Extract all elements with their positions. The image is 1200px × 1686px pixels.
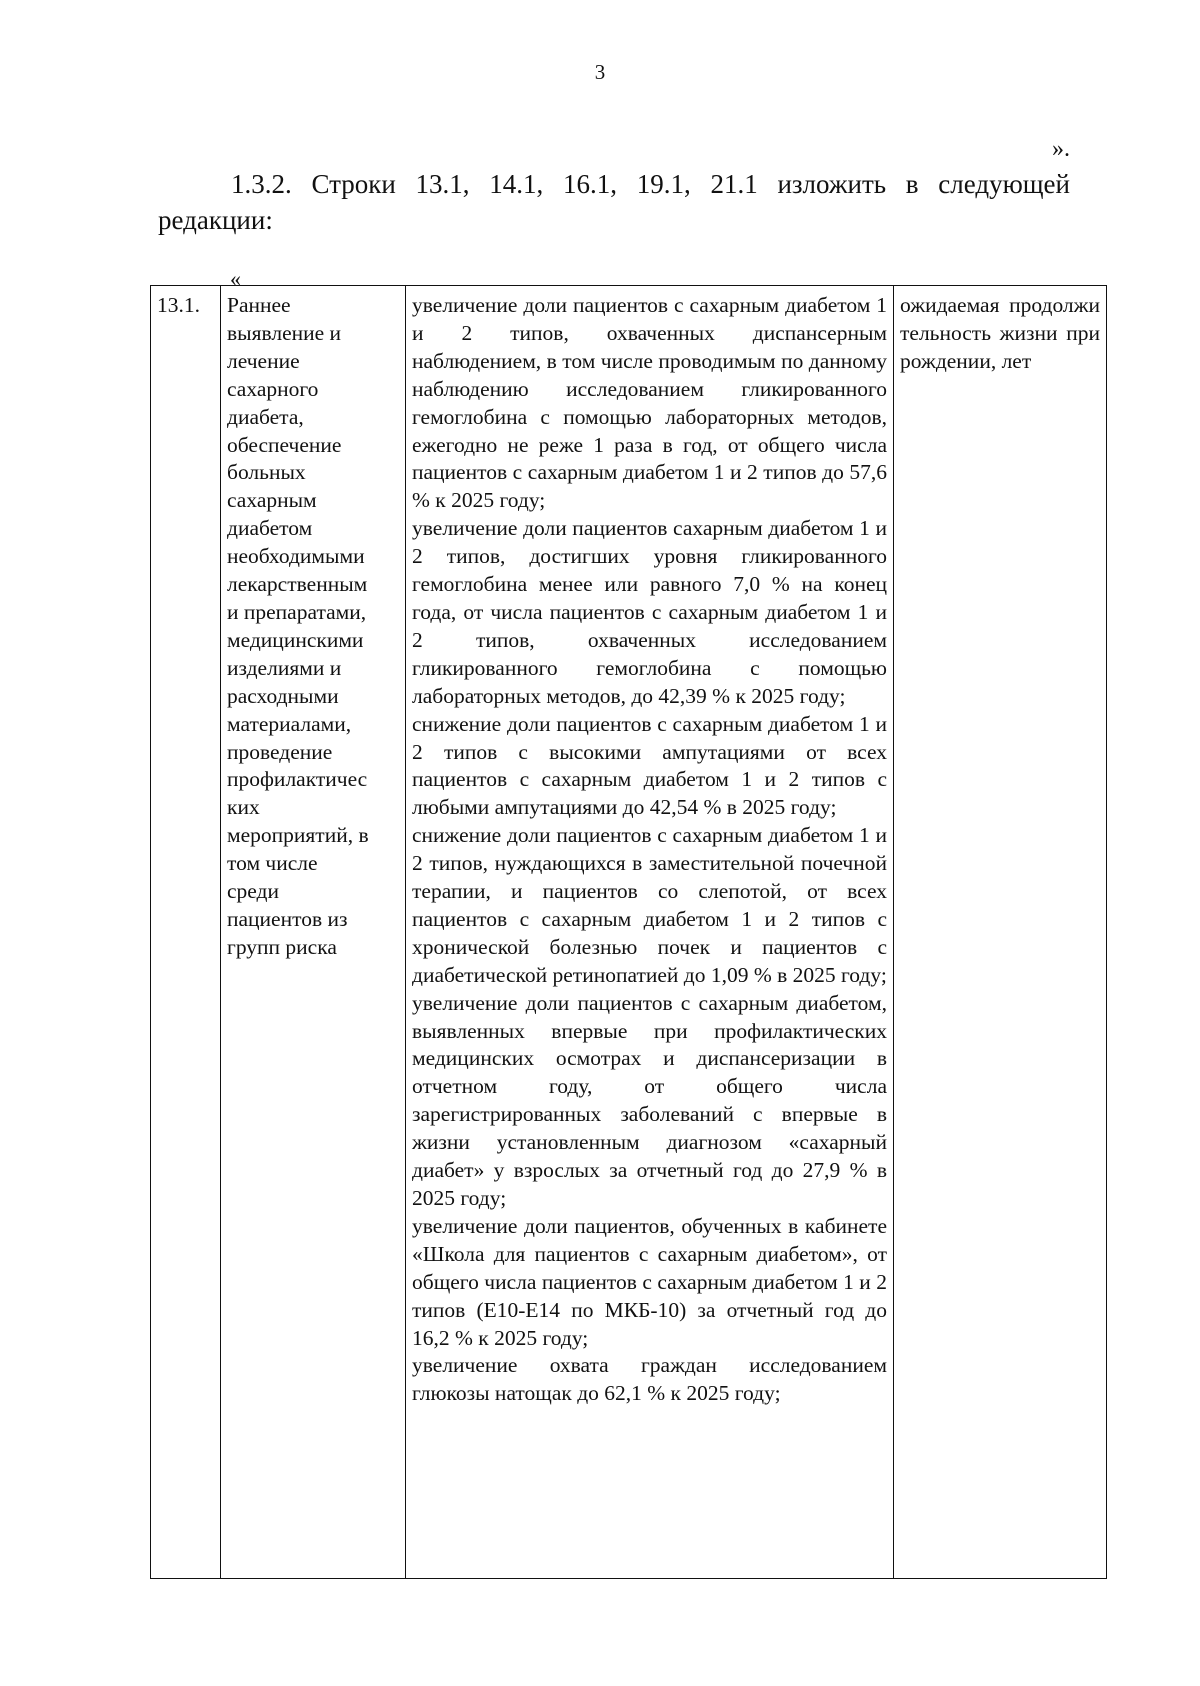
indicator-item: снижение доли пациентов с сахарным диабетом 1 и 2 типов с высокими ампутациями от всех пациентов с сахарным диабетом 1 и 2 типов с любыми ампутациями до 42,54 % в 2025 году; [412, 711, 887, 820]
measure-name-cell: Раннее выявление и лечение сахарного диабета, обеспечение больных сахарным диабетом необходимыми лекарственным и препаратами, медицинскими изделиями и расходными материалами, проведение профилактичес ких мероприятий, в том числе среди пациентов из групп риска [221, 286, 406, 1579]
amendment-heading: 1.3.2. Строки 13.1, 14.1, 16.1, 19.1, 21.1 изложить в следующей редакции: [158, 169, 1070, 235]
indicator-item: увеличение доли пациентов, обученных в кабинете «Школа для пациентов с сахарным диабетом», от общего числа пациентов с сахарным диабетом 1 и 2 типов (Е10-Е14 по МКБ-10) за отчетный год до 16,2 % к 2025 году; [412, 1213, 887, 1350]
indicator-item: увеличение охвата граждан исследованием глюкозы натощак до 62,1 % к 2025 году; [412, 1353, 887, 1406]
indicator-item: увеличение доли пациентов с сахарным диабетом 1 и 2 типов, охваченных диспансерным наблюдением, в том числе проводимым по данному наблюдению исследованием гликированного гемоглобина с помощью лабораторных методов, ежегодно не реже 1 раза в год, от общего числа пациентов с сахарным диабетом 1 и 2 типов до 57,6 % к 2025 году; [412, 293, 887, 513]
table-row [151, 286, 1107, 1579]
indicators-cell [406, 286, 894, 1579]
indicator-item: снижение доли пациентов с сахарным диабетом 1 и 2 типов, нуждающихся в заместительной почечной терапии, и пациентов со слепотой, от всех пациентов с сахарным диабетом 1 и 2 типов с хронической болезнью почек и пациентов с диабетической ретинопатией до 1,09 % в 2025 году; [412, 823, 887, 987]
closing-quote-mark: ». [1052, 136, 1070, 162]
opening-quote-mark: « [230, 266, 241, 291]
indicator-item: увеличение доли пациентов с сахарным диабетом, выявленных впервые при профилактических медицинских осмотрах и диспансеризации в отчетном году, от общего числа зарегистрированных заболеваний с впервые в жизни установленным диагнозом «сахарный диабет» у взрослых за отчетный год до 27,9 % в 2025 году; [412, 990, 887, 1210]
page-number: 3 [594, 60, 606, 84]
row-number-cell: 13.1. [151, 286, 221, 1579]
amendment-table [150, 285, 1107, 1579]
indicator-item: увеличение доли пациентов сахарным диабетом 1 и 2 типов, достигших уровня гликированного гемоглобина менее или равного 7,0 % на конец года, от числа пациентов с сахарным диабетом 1 и 2 типов, охваченных исследованием гликированного гемоглобина с помощью лабораторных методов, до 42,39 % к 2025 году; [412, 516, 887, 708]
target-indicator-cell: ожидаемая продолжительность жизни при рождении, лет [894, 286, 1107, 1579]
